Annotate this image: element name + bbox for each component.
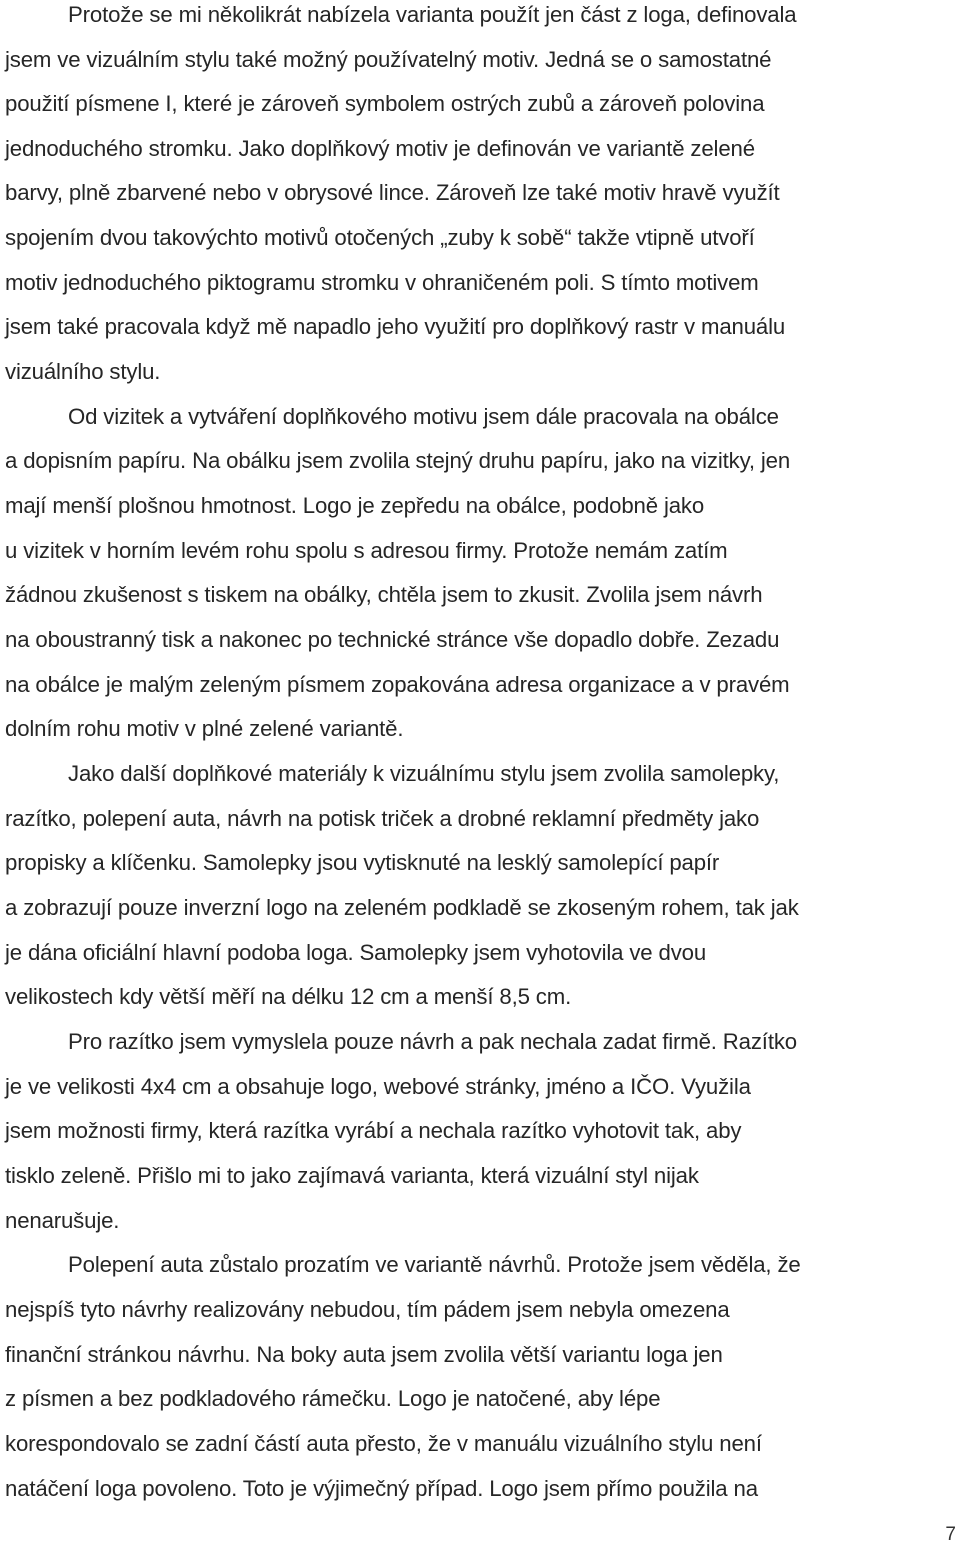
text-line: Protože se mi několikrát nabízela varianta použít jen část z loga, definovala (68, 2, 797, 27)
text-line: z písmen a bez podkladového rámečku. Logo je natočené, aby lépe (5, 1386, 661, 1411)
text-line: tisklo zeleně. Přišlo mi to jako zajímavá varianta, která vizuální styl nijak (5, 1163, 699, 1188)
text-line: jsem také pracovala když mě napadlo jeho využití pro doplňkový rastr v manuálu (5, 314, 786, 339)
text-line: a zobrazují pouze inverzní logo na zeleném podkladě se zkoseným rohem, tak jak (5, 895, 799, 920)
text-line: nejspíš tyto návrhy realizovány nebudou, tím pádem jsem nebyla omezena (5, 1297, 730, 1322)
text-line: u vizitek v horním levém rohu spolu s adresou firmy. Protože nemám zatím (5, 538, 728, 563)
text-line: je dána oficiální hlavní podoba loga. Samolepky jsem vyhotovila ve dvou (5, 940, 707, 965)
text-line: velikostech kdy větší měří na délku 12 cm a menší 8,5 cm. (5, 984, 572, 1009)
text-line: korespondovalo se zadní částí auta přesto, že v manuálu vizuálního stylu není (5, 1431, 762, 1456)
text-line: natáčení loga povoleno. Toto je výjimečný případ. Logo jsem přímo použila na (5, 1476, 758, 1501)
text-line: barvy, plně zbarvené nebo v obrysové lince. Zároveň lze také motiv hravě využít (5, 180, 780, 205)
text-line: spojením dvou takovýchto motivů otočených „zuby k sobě“ takže vtipně utvoří (5, 225, 755, 250)
text-line: je ve velikosti 4x4 cm a obsahuje logo, webové stránky, jméno a IČO. Využila (5, 1074, 751, 1099)
text-line: na obálce je malým zeleným písmem zopakována adresa organizace a v pravém (5, 672, 790, 697)
text-line: na oboustranný tisk a nakonec po technické stránce vše dopadlo dobře. Zezadu (5, 627, 780, 652)
text-line: použití písmene I, které je zároveň symbolem ostrých zubů a zároveň polovina (5, 91, 765, 116)
page-number: 7 (945, 1524, 956, 1545)
text-line: jednoduchého stromku. Jako doplňkový motiv je definován ve variantě zelené (5, 136, 755, 161)
text-line: dolním rohu motiv v plné zelené variantě. (5, 716, 404, 741)
text-line: vizuálního stylu. (5, 359, 161, 384)
text-line: jsem ve vizuálním stylu také možný používatelný motiv. Jedná se o samostatné (5, 47, 772, 72)
text-line: finanční stránkou návrhu. Na boky auta jsem zvolila větší variantu loga jen (5, 1342, 723, 1367)
text-line: nenarušuje. (5, 1208, 120, 1233)
text-line: Od vizitek a vytváření doplňkového motivu jsem dále pracovala na obálce (68, 404, 779, 429)
text-line: jsem možnosti firmy, která razítka vyrábí a nechala razítko vyhotovit tak, aby (5, 1118, 742, 1143)
text-line: žádnou zkušenost s tiskem na obálky, chtěla jsem to zkusit. Zvolila jsem návrh (5, 582, 763, 607)
text-line: Jako další doplňkové materiály k vizuálnímu stylu jsem zvolila samolepky, (68, 761, 780, 786)
text-line: Polepení auta zůstalo prozatím ve variantě návrhů. Protože jsem věděla, že (68, 1252, 801, 1277)
text-line: propisky a klíčenku. Samolepky jsou vytisknuté na lesklý samolepící papír (5, 850, 720, 875)
text-line: Pro razítko jsem vymyslela pouze návrh a pak nechala zadat firmě. Razítko (68, 1029, 797, 1054)
text-line: motiv jednoduchého piktogramu stromku v ohraničeném poli. S tímto motivem (5, 270, 759, 295)
text-line: razítko, polepení auta, návrh na potisk triček a drobné reklamní předměty jako (5, 806, 760, 831)
text-line: a dopisním papíru. Na obálku jsem zvolila stejný druhu papíru, jako na vizitky, jen (5, 448, 791, 473)
text-line: mají menší plošnou hmotnost. Logo je zepředu na obálce, podobně jako (5, 493, 705, 518)
